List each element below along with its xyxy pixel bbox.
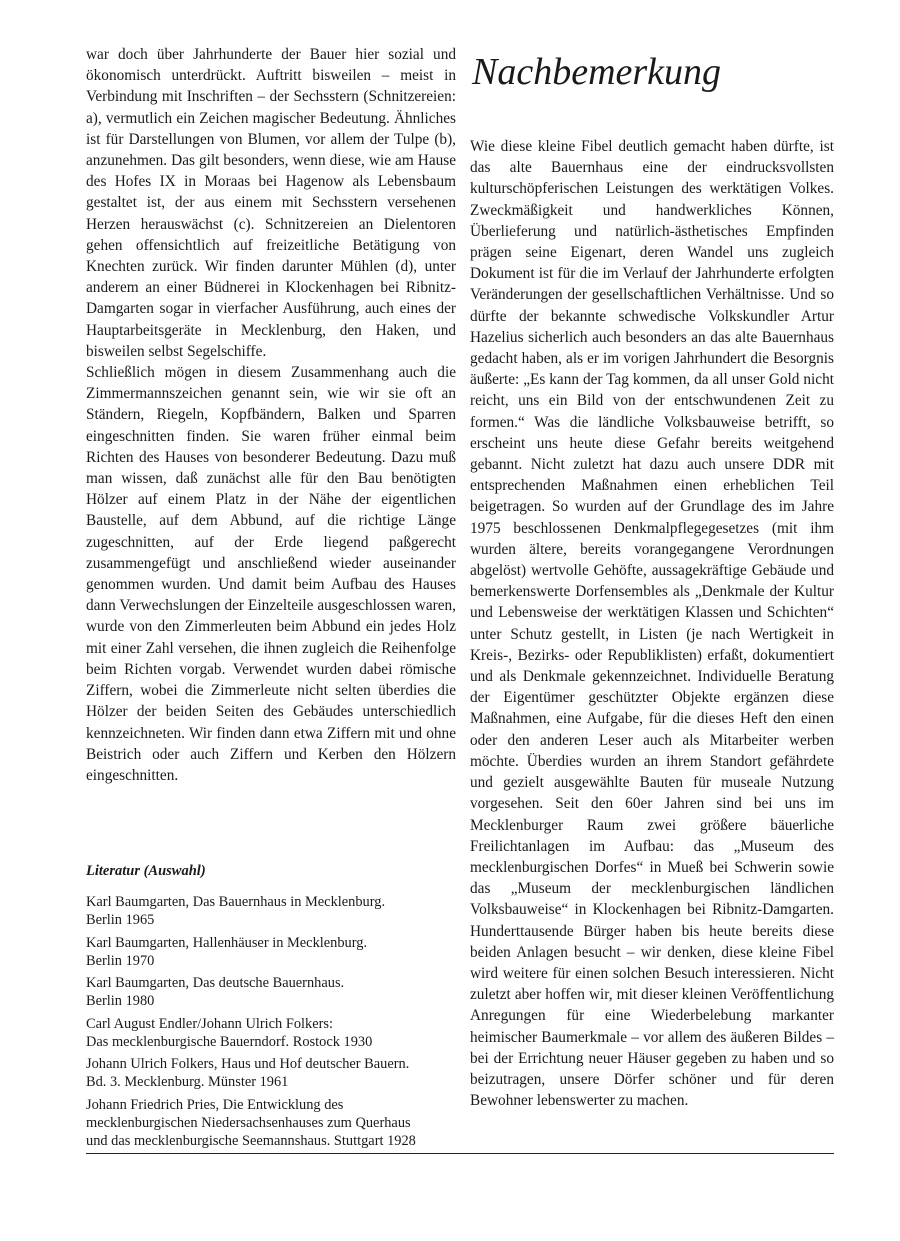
literature-entry-line: Berlin 1980 (86, 993, 155, 1010)
literature-entry-line: Karl Baumgarten, Das deutsche Bauernhaus. (86, 975, 345, 992)
literature-entry (86, 1055, 456, 1091)
literature-entry-line: Carl August Endler/Johann Ulrich Folkers: (86, 1015, 334, 1032)
literature-entry-line: Johann Ulrich Folkers, Haus und Hof deutscher Bauern. (86, 1056, 410, 1073)
literature-entry (86, 974, 456, 1010)
afterword-text: Wie diese kleine Fibel deutlich gemacht haben dürfte, ist das alte Bauernhaus eine der eindrucksvollsten kulturschöpferischen Leistungen des werktätigen Volkes. Zweckmäßigkeit und handwerkliches Können, Überlieferung und natürlich-ästhetisches Empfinden prägen seine Eigenart, deren Wandel uns zugleich Dokument ist für die im Verlauf der Jahrhunderte erfolgten Veränderungen der gesellschaftlichen Verhältnisse. Und so dürfte der bekannte schwedische Volkskundler Artur Hazelius sicherlich auch besonders an das alte Bauernhaus gedacht haben, als er im vorigen Jahrhundert die Besorgnis äußerte: „Es kann der Tag kommen, da all unser Gold nicht reicht, uns ein Bild von der entschwundenen Zeit zu formen.“ Was die ländliche Volksbauweise betrifft, so erscheint uns heute diese Gefahr bereits weitgehend gebannt. Nicht zuletzt hat dazu auch unsere DDR mit entsprechenden Maßnahmen einen erheblichen Teil beigetragen. So wurden auf der Grundlage des im Jahre 1975 beschlossenen Denkmalpflegegesetzes (mit ihm wurden ältere, bereits vorangegangene Verordnungen abgelöst) wertvolle Gehöfte, aussagekräftige Gebäude und bemerkenswerte Dorfensembles als „Denkmale der Kultur und Lebensweise der werktätigen Klassen und Schichten“ unter Schutz gestellt, in Listen (je nach Wertigkeit in Kreis-, Bezirks- oder Republiklisten) erfaßt, dokumentiert und als Denkmale gekennzeichnet. Individuelle Beratung der Eigentümer geschützter Objekte ergänzen diese Maßnahmen, eine Aufgabe, für die dieses Heft den einen oder den anderen Leser auch als Mitarbeiter werben möchte. Überdies wurden an ihrem Standort gefährdete und gezielt ausgewählte Bauten für museale Nutzung vorgesehen. Seit den 60er Jahren sind bei uns im Mecklenburger Raum zwei größere bäuerliche Freilichtanlagen im Aufbau: das „Museum des mecklenburgischen Dorfes“ in Mueß bei Schwerin sowie das „Museum der mecklenburgischen ländlichen Volksbauweise“ in Klockenhagen bei Ribnitz-Damgarten. Hunderttausende Bürger haben bis heute bereits diese beiden Anlagen besucht – wir denken, diese kleine Fibel wird weitere für einen solchen Besuch interessieren. Nicht zuletzt aber hoffen wir, mit dieser kleinen Veröffentlichung Anregungen für eine Wiederbelebung markanter heimischer Baumerkmale – vor allem des äußeren Bildes – bei der Errichtung neuer Häuser gegeben zu haben und so beizutragen, unsere Dörfer schöner und für deren Bewohner lebenswerter zu machen. (470, 138, 834, 1110)
literature-entry-line: Bd. 3. Mecklenburg. Münster 1961 (86, 1074, 289, 1091)
literature-entry (86, 1096, 456, 1150)
literature-entry (86, 893, 456, 929)
literature-entry (86, 1015, 456, 1051)
right-column (470, 44, 834, 1111)
section-heading: Nachbemerkung (472, 51, 722, 93)
left-column (86, 44, 456, 786)
left-body-text (86, 44, 456, 786)
literature-entry-line: Das mecklenburgische Bauerndorf. Rostock 1930 (86, 1033, 373, 1050)
literature-entry (86, 934, 456, 970)
literature-entry-line: und das mecklenburgische Seemannshaus. Stuttgart 1928 (86, 1132, 416, 1149)
literature-entry-line: Berlin 1965 (86, 912, 155, 928)
literature-entry-line: Johann Friedrich Pries, Die Entwicklung des mecklenburgischen Niedersachsenhauses zum Querhaus (86, 1096, 411, 1131)
bottom-rule (86, 1153, 834, 1154)
literature-heading: Literatur (Auswahl) (86, 863, 206, 879)
paragraph-carvings: war doch über Jahrhunderte der Bauer hier sozial und ökonomisch unterdrückt. Auftritt bisweilen – meist in Verbindung mit Inschriften – der Sechsstern (Schnitzereien: a), vermutlich ein Zeichen magischer Bedeutung. Ähnliches ist für Darstellungen von Blumen, vor allem der Tulpe (b), anzunehmen. Das gilt besonders, wenn diese, wie am Hause des Hofes IX in Moraas bei Hagenow als Lebensbaum gestaltet ist, der aus einem mit Sechsstern versehenen Herzen herauswächst (c). Schnitzereien an Dielentoren gehen offensichtlich auf freizeitliche Betätigung von Knechten zurück. Wir finden darunter Mühlen (d), unter anderem an einer Büdnerei in Klockenhagen bei Ribnitz-Damgarten sogar in vierfacher Ausführung, auch eines der Hauptarbeitsgeräte in Mecklenburg, den Haken, und bisweilen selbst Segelschiffe. (86, 46, 456, 360)
paragraph-carpenter-marks: Schließlich mögen in diesem Zusammenhang auch die Zimmermannszeichen genannt sein, wie wir sie oft an Ständern, Riegeln, Kopfbändern, Balken und Sparren eingeschnitten finden. Sie waren früher einmal beim Richten des Hauses von besonderer Bedeutung. Dazu muß man wissen, daß zunächst alle für den Bau benötigten Hölzer auf einem Platz in der Nähe der eigentlichen Baustelle, auf dem Abbund, auf die richtige Länge zugeschnitten, auf der Erde liegend paßgerecht zusammengefügt und anschließend wieder auseinander genommen wurden. Und damit beim Aufbau des Hauses dann Verwechslungen der Einzelteile ausgeschlossen waren, wurde von den Zimmerleuten beim Abbund ein jedes Holz mit einer Zahl versehen, die ihnen zugleich die Reihenfolge beim Richten vorgab. Verwendet wurden dabei römische Ziffern, wobei die Zimmerleute nicht selten überdies die Hölzer der beiden Seiten des Gebäudes unterschiedlich kennzeichneten. Wir finden dann etwa Ziffern mit und ohne Beistrich oder auch Ziffern und Kerben den Hölzern eingeschnitten. (86, 364, 456, 784)
literature-entry-line: Karl Baumgarten, Das Bauernhaus in Mecklenburg. (86, 894, 386, 910)
literature-list (86, 893, 456, 1155)
literature-entry-line: Berlin 1970 (86, 952, 155, 969)
literature-entry-line: Karl Baumgarten, Hallenhäuser in Mecklenburg. (86, 934, 368, 951)
